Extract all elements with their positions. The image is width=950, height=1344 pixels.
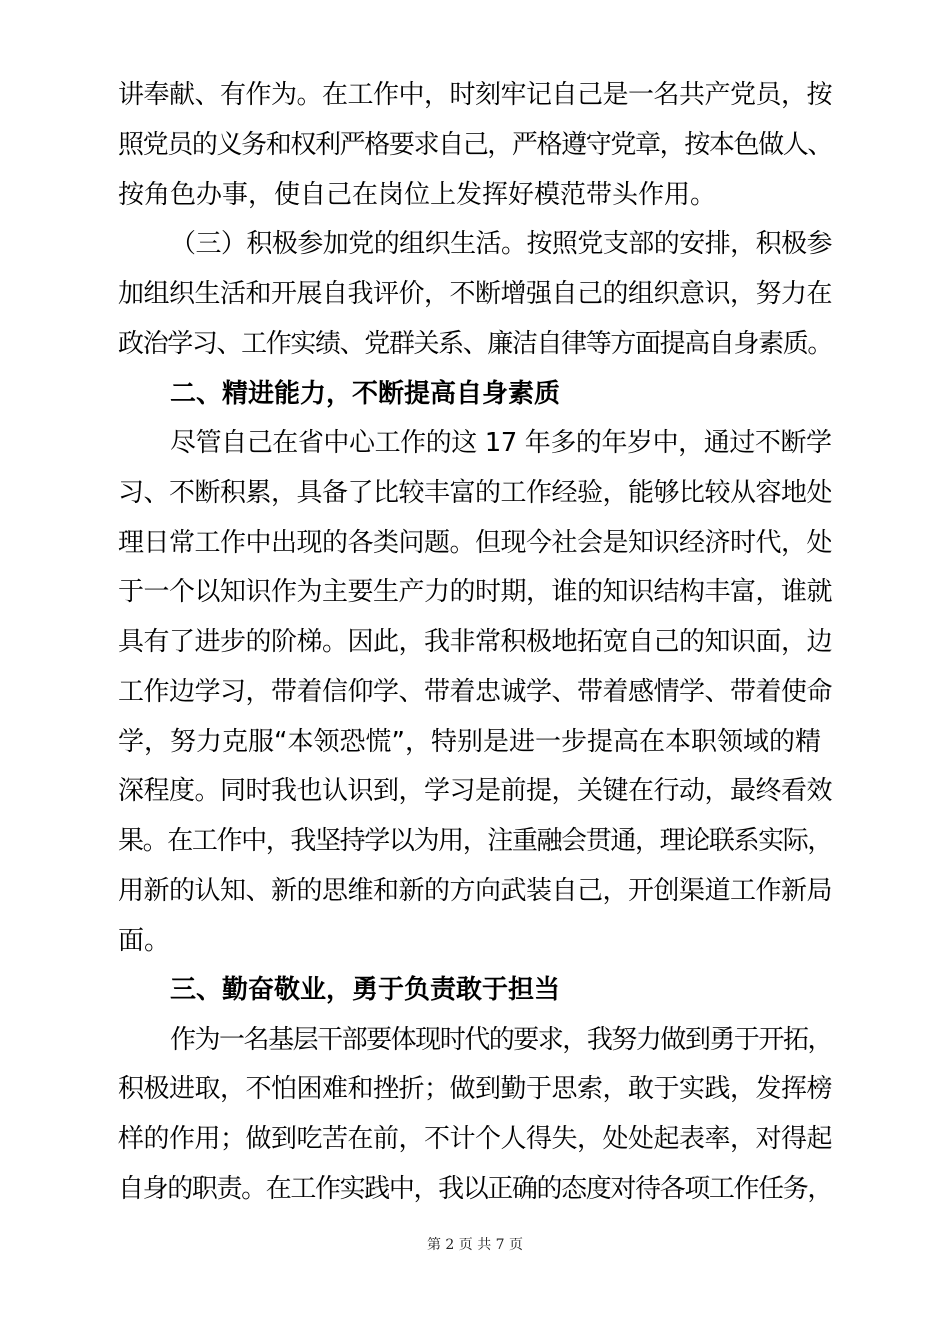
- body-line: （三）积极参加党的组织生活。按照党支部的安排，积极参: [170, 229, 833, 259]
- body-line: 积极进取，不怕困难和挫折；做到勤于思索，敢于实践，发挥榜: [118, 1074, 833, 1104]
- section-heading: 二、精进能力，不断提高自身素质: [170, 379, 561, 409]
- body-line: 按角色办事，使自己在岗位上发挥好模范带头作用。: [118, 180, 717, 210]
- body-line: 加组织生活和开展自我评价，不断增强自己的组织意识，努力在: [118, 279, 833, 309]
- section-heading: 三、勤奋敬业，勇于负责敢于担当: [170, 975, 561, 1005]
- body-line: 理日常工作中出现的各类问题。但现今社会是知识经济时代，处: [118, 528, 833, 558]
- body-line: 样的作用；做到吃苦在前，不计个人得失，处处起表率，对得起: [118, 1124, 833, 1154]
- body-line: 作为一名基层干部要体现时代的要求，我努力做到勇于开拓，: [170, 1025, 833, 1055]
- body-line: 讲奉献、有作为。在工作中，时刻牢记自己是一名共产党员，按: [118, 80, 833, 110]
- body-line: 习、不断积累，具备了比较丰富的工作经验，能够比较从容地处: [118, 478, 833, 508]
- body-line: 果。在工作中，我坚持学以为用，注重融会贯通，理论联系实际，: [118, 826, 833, 856]
- page-number-footer: 第 2 页 共 7 页: [426, 1237, 524, 1253]
- body-line: 具有了进步的阶梯。因此，我非常积极地拓宽自己的知识面，边: [118, 627, 833, 657]
- body-line: 于一个以知识作为主要生产力的时期，谁的知识结构丰富，谁就: [118, 577, 833, 607]
- body-line: 尽管自己在省中心工作的这 17 年多的年岁中，通过不断学: [170, 428, 832, 458]
- body-line: 照党员的义务和权利严格要求自己，严格遵守党章，按本色做人、: [118, 130, 833, 160]
- body-line: 面。: [118, 926, 171, 956]
- body-line: 学，努力克服“本领恐慌”，特别是进一步提高在本职领域的精: [118, 727, 821, 757]
- body-line: 用新的认知、新的思维和新的方向武装自己，开创渠道工作新局: [118, 876, 833, 906]
- body-line: 深程度。同时我也认识到，学习是前提，关键在行动，最终看效: [118, 776, 833, 806]
- body-line: 自身的职责。在工作实践中，我以正确的态度对待各项工作任务，: [118, 1174, 833, 1204]
- body-line: 政治学习、工作实绩、党群关系、廉洁自律等方面提高自身素质。: [118, 329, 833, 359]
- body-line: 工作边学习，带着信仰学、带着忠诚学、带着感情学、带着使命: [118, 677, 833, 707]
